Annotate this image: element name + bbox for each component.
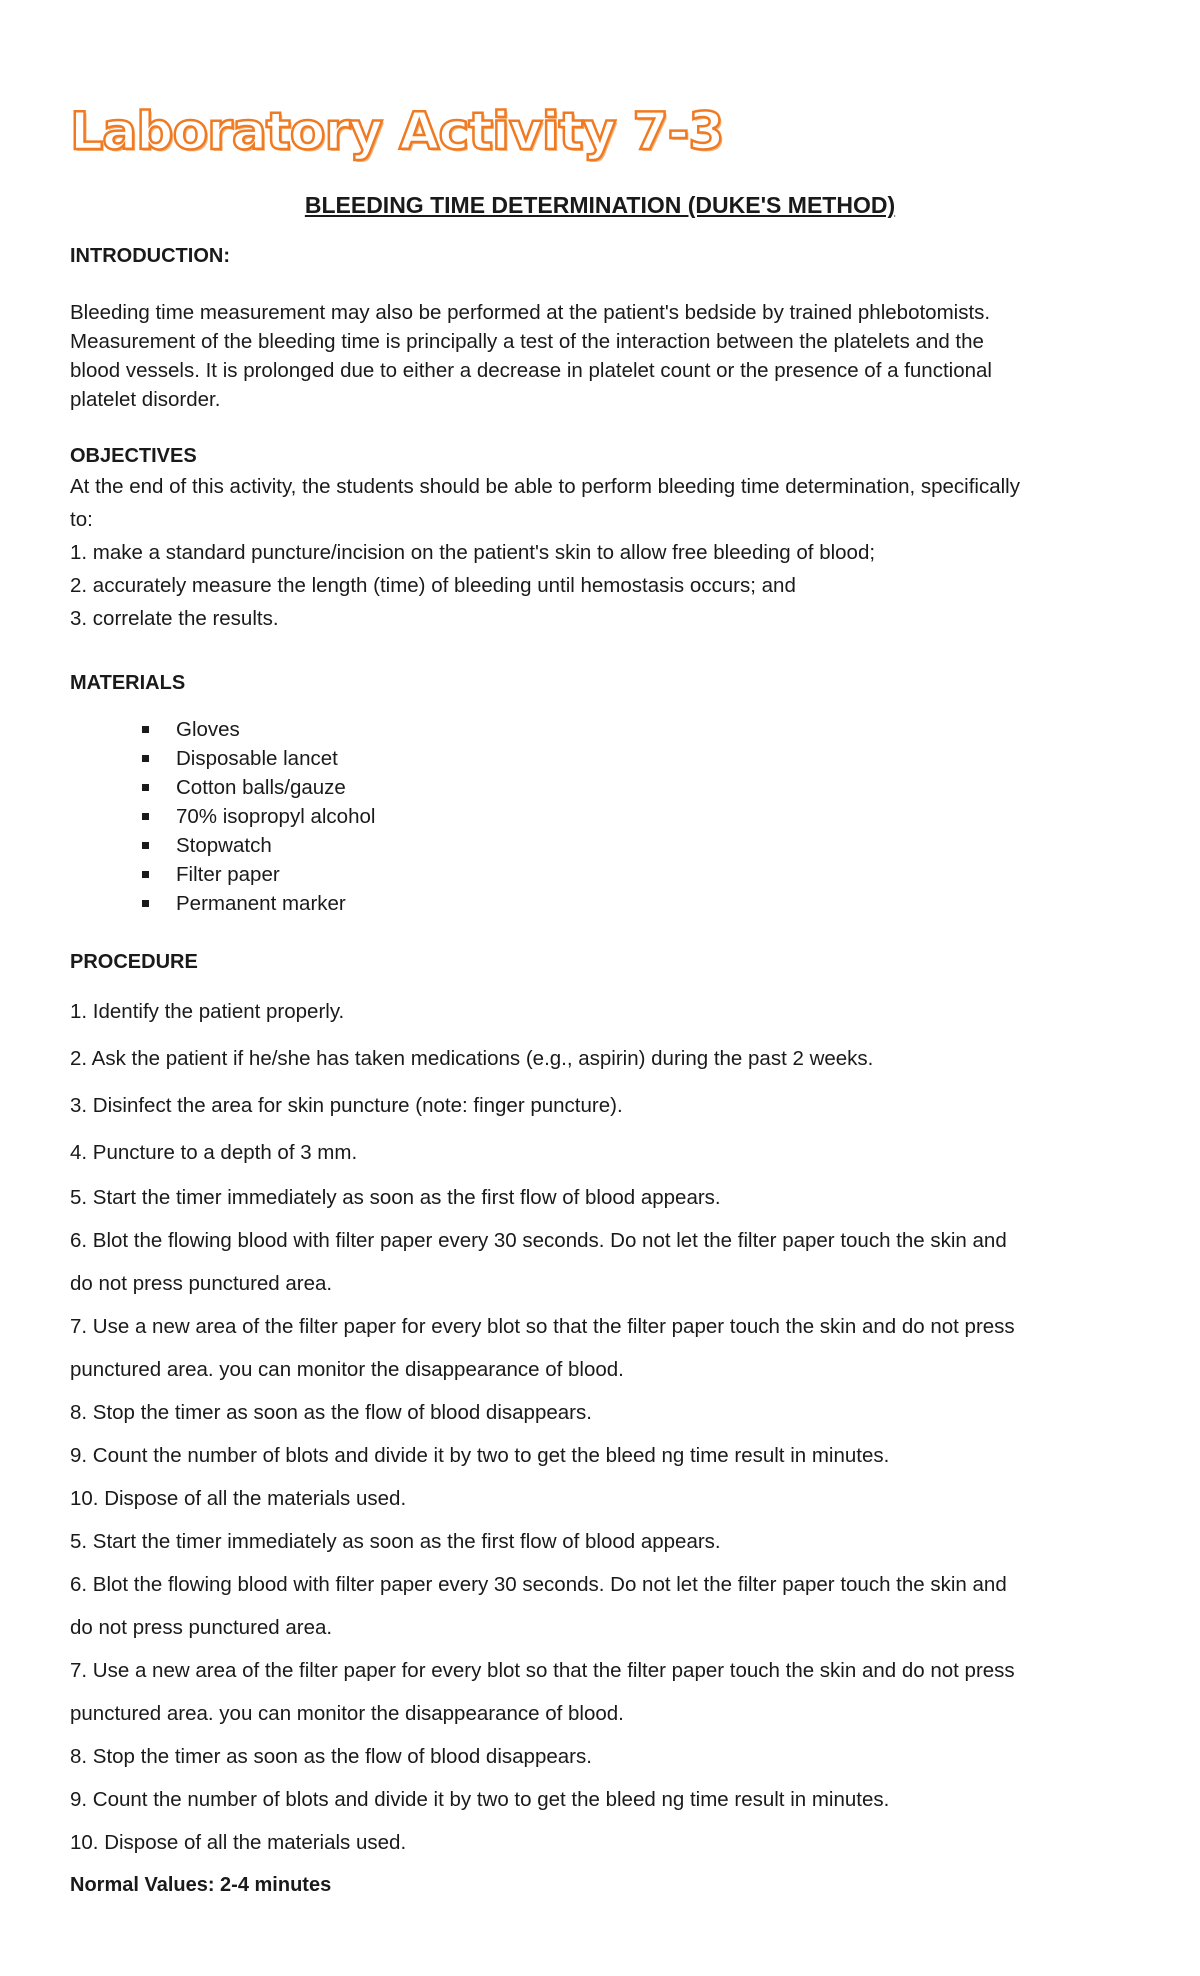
procedure-step: do not press punctured area. [70,1616,333,1639]
procedure-step: do not press punctured area. [70,1272,333,1295]
document-title: BLEEDING TIME DETERMINATION (DUKE'S METHOD) [304,192,896,218]
procedure-step: 3. Disinfect the area for skin puncture (note: finger puncture). [70,1094,623,1117]
objectives-line: 3. correlate the results. [70,607,279,630]
bullet-icon [142,900,149,907]
procedure-step: 9. Count the number of blots and divide it by two to get the bleed ng time result in minutes. [70,1444,890,1467]
list-item [142,889,1130,918]
objectives-line: At the end of this activity, the students should be able to perform bleeding time determination, specifically [70,475,1020,498]
material-label: Permanent marker [176,892,346,915]
procedure-step: 9. Count the number of blots and divide it by two to get the bleed ng time result in minutes. [70,1788,890,1811]
activity-title: Laboratory Activity 7-3 [70,102,724,162]
bullet-icon [142,726,149,733]
introduction-line: platelet disorder. [70,388,221,411]
objectives-line: 1. make a standard puncture/incision on the patient's skin to allow free bleeding of blood; [70,541,876,564]
list-item [142,802,1130,831]
procedure-step: 8. Stop the timer as soon as the flow of blood disappears. [70,1401,592,1424]
material-label: Stopwatch [176,834,272,857]
procedure-step: 10. Dispose of all the materials used. [70,1487,407,1510]
procedure-step: 8. Stop the timer as soon as the flow of blood disappears. [70,1745,592,1768]
procedure-step: 7. Use a new area of the filter paper for every blot so that the filter paper touch the skin and do not press [70,1659,1015,1682]
procedure-step: punctured area. you can monitor the disappearance of blood. [70,1358,624,1381]
procedure-step: 2. Ask the patient if he/she has taken medications (e.g., aspirin) during the past 2 weeks. [70,1047,874,1070]
bullet-icon [142,755,149,762]
materials-heading: MATERIALS [70,672,186,694]
list-item [142,715,1130,744]
procedure-step: 5. Start the timer immediately as soon as the first flow of blood appears. [70,1530,721,1553]
material-label: Disposable lancet [176,747,338,770]
procedure-step: 10. Dispose of all the materials used. [70,1831,407,1854]
list-item [142,773,1130,802]
procedure-steps [70,988,1130,1864]
normal-values: Normal Values: 2-4 minutes [70,1874,332,1896]
procedure-step: punctured area. you can monitor the disappearance of blood. [70,1702,624,1725]
material-label: Cotton balls/gauze [176,776,346,799]
material-label: Filter paper [176,863,280,886]
objectives-line: to: [70,508,93,531]
introduction-line: blood vessels. It is prolonged due to either a decrease in platelet count or the presence of a functional [70,359,992,382]
list-item [142,744,1130,773]
objectives-heading: OBJECTIVES [70,445,197,467]
procedure-step: 6. Blot the flowing blood with filter paper every 30 seconds. Do not let the filter paper touch the skin and [70,1573,1007,1596]
introduction-text [70,298,1130,414]
list-item [142,831,1130,860]
material-label: Gloves [176,718,240,741]
procedure-step: 5. Start the timer immediately as soon as the first flow of blood appears. [70,1186,721,1209]
bullet-icon [142,813,149,820]
introduction-line: Measurement of the bleeding time is principally a test of the interaction between the platelets and the [70,330,984,353]
bullet-icon [142,784,149,791]
objectives-text [70,470,1130,635]
bullet-icon [142,871,149,878]
introduction-line: Bleeding time measurement may also be performed at the patient's bedside by trained phlebotomists. [70,301,991,324]
bullet-icon [142,842,149,849]
material-label: 70% isopropyl alcohol [176,805,376,828]
materials-list [70,715,1130,918]
procedure-heading: PROCEDURE [70,951,198,973]
introduction-heading: INTRODUCTION: [70,245,230,267]
objectives-line: 2. accurately measure the length (time) of bleeding until hemostasis occurs; and [70,574,796,597]
procedure-step: 6. Blot the flowing blood with filter paper every 30 seconds. Do not let the filter paper touch the skin and [70,1229,1007,1252]
list-item [142,860,1130,889]
procedure-step: 1. Identify the patient properly. [70,1000,345,1023]
procedure-step: 7. Use a new area of the filter paper for every blot so that the filter paper touch the skin and do not press [70,1315,1015,1338]
procedure-step: 4. Puncture to a depth of 3 mm. [70,1141,358,1164]
